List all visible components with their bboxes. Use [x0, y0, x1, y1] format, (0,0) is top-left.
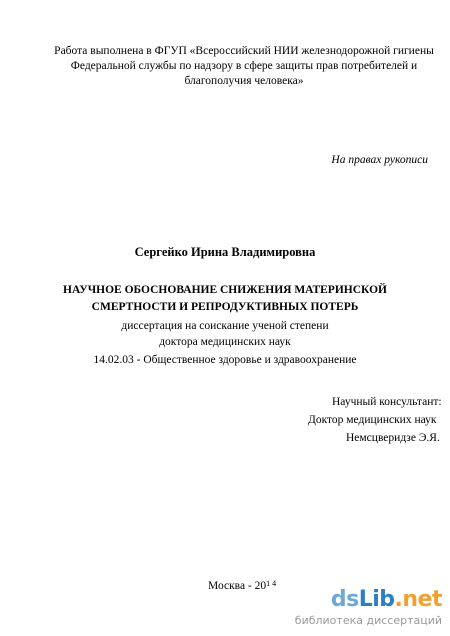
title-line-2: СМЕРТНОСТИ И РЕПРОДУКТИВНЫХ ПОТЕРЬ	[91, 301, 359, 313]
dissertation-line-2: доктора медицинских наук	[159, 336, 291, 348]
organization-line-2: Федеральной службы по надзору в сфере защиты прав потребителей и	[70, 60, 418, 72]
year-superscript: 1 4	[266, 579, 277, 588]
rights-note: На правах рукописи	[331, 154, 428, 166]
consultant-degree: Доктор медицинских наук	[308, 414, 437, 426]
watermark-subtitle: библиотека диссертаций	[294, 614, 442, 627]
consultant-name: Немсцверидзе Э.Я.	[346, 432, 440, 444]
watermark-logo-net: .net	[394, 587, 442, 612]
watermark-logo-lib: Lib	[358, 587, 395, 612]
title-line-1: НАУЧНОЕ ОБОСНОВАНИЕ СНИЖЕНИЯ МАТЕРИНСКОЙ	[63, 284, 387, 296]
watermark-logo[interactable]	[326, 586, 442, 614]
city-year-text: Москва - 20	[208, 580, 267, 592]
dissertation-line-3: 14.02.03 - Общественное здоровье и здравоохранение	[93, 354, 357, 366]
organization-line-3: благополучия человека»	[184, 75, 304, 87]
watermark-logo-ds: ds	[330, 587, 359, 612]
city-year	[208, 577, 276, 593]
organization-line-1: Работа выполнена в ФГУП «Всероссийский НИИ железнодорожной гигиены	[54, 45, 434, 57]
consultant-label: Научный консультант:	[332, 396, 442, 408]
author-name: Сергейко Ирина Владимировна	[134, 245, 316, 259]
dissertation-line-1: диссертация на соискание ученой степени	[121, 320, 329, 332]
watermark[interactable]	[294, 586, 442, 630]
